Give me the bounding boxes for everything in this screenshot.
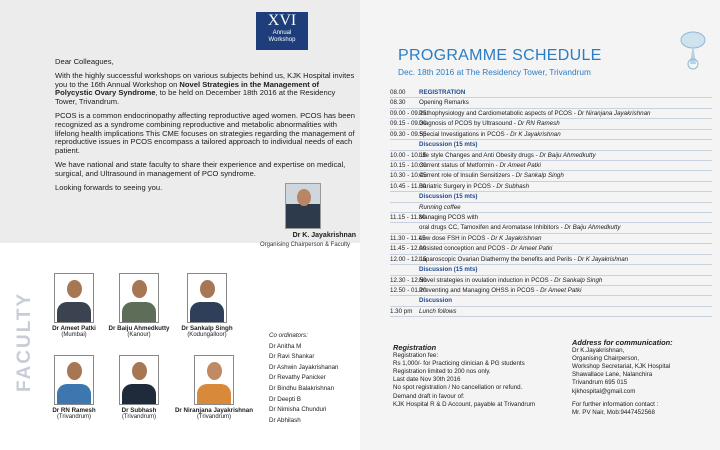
schedule-speaker: Dr RN Ramesh [517,120,560,128]
schedule-event-title: Bariatric Surgery in PCOS - [419,182,497,190]
registration-line: KJK Hospital R & D Account, payable at Trivandrum [393,400,536,408]
schedule-row [390,276,712,286]
chairperson-photo [285,183,321,229]
letter-paragraph-2: PCOS is a common endocrinopathy affecting reproductive aged women. PCOS has been recognized as a syndrome combining reproductive and metabolic abnormalities with lifelong health implications This CME focuses on strategies regarding the management of reproductive issues in PCOS encompass a tailored approach to individual needs of each patient. [55,110,355,156]
schedule-time: 12.50 - 01.10 [390,287,427,295]
schedule-event-title: Opening Remarks [419,99,469,107]
schedule-event [419,286,712,295]
schedule-event-title: Discussion (15 mts) [419,141,478,149]
faculty-name: Dr RN Ramesh [52,407,96,414]
schedule-row [390,109,712,119]
coordinator-name: Dr Deepti B [269,395,301,403]
schedule-event [419,161,712,170]
faculty-vertical-label: FACULTY [14,291,35,392]
faculty-name: Dr Niranjana Jayakrishnan [174,407,254,414]
address-title: Address for communication: [572,338,673,347]
schedule-row [390,255,712,265]
faculty-photo [194,355,234,405]
coordinator-name: Dr Ashwin Jayakrishanan [269,363,339,371]
schedule-event-title: Current role of Insulin Sensitizers - [419,172,516,180]
letter-p1-c: , to be held on December 18th 2016 at the Residency Tower, Trivandrum. [55,88,336,107]
schedule-row [390,223,712,233]
registration-line: Demand draft in favour of: [393,392,465,400]
faculty-card [172,355,256,420]
chairperson-name: Dr K. Jayakrishnan [292,232,356,239]
schedule-event [419,296,712,305]
schedule-time: 11.45 - 12.00 [390,245,427,253]
schedule-row [390,130,712,140]
schedule-event [419,265,712,274]
schedule-event-title: Low dose FSH in PCOS - [419,234,491,242]
schedule-table [390,88,712,317]
schedule-row [390,182,712,192]
faculty-name: Dr Baiju Ahmedkutty [108,325,170,332]
schedule-event-title: Managing PCOS with [419,214,479,222]
schedule-speaker: Dr Ameet Patki [540,287,582,295]
schedule-time: 09.15 - 09.30 [390,120,427,128]
schedule-event [419,119,712,128]
schedule-speaker: Dr Sankalp Singh [554,276,603,284]
address-line: Workshop Secretariat, KJK Hospital [572,363,671,371]
schedule-time: 10.15 - 10.30 [390,161,427,169]
letter-paragraph-1 [55,72,355,107]
schedule-event-title: Life style Changes and Anti Obesity drugs - [419,151,540,159]
schedule-event-title: oral drugs CC, Tamoxifen and Aromatase Inhibitors - [419,224,565,232]
schedule-time: 10.30 - 10.45 [390,172,427,180]
schedule-time: 11.30 - 11.45 [390,234,426,242]
faculty-place: (Mumbai) [61,332,87,338]
schedule-event [419,192,712,201]
schedule-event [419,276,712,285]
registration-line: Rs 1,000/- for Practicing clinician & PG students [393,360,525,368]
schedule-event-title: Novel strategies in ovulation induction in PCOS - [419,276,555,284]
registration-line: Last date Nov 30th 2016 [393,376,461,384]
coordinator-name: Dr Revathy Panicker [269,374,326,382]
schedule-event-title: Assisted conception and PCOS - [419,245,511,253]
letter-paragraph-3: We have national and state faculty to share their experience and expertise on medical, surgical, and Ultrasound in management of PCO syndrome. [55,159,346,178]
address-line: Shawallace Lane, Nalanchira [572,371,653,379]
faculty-photo [119,273,159,323]
schedule-time: 11.15 - 11.30 [390,214,426,222]
schedule-event-title: Current status of Metformin - [419,161,500,169]
schedule-speaker: Dr Sankalp Singh [515,172,564,180]
schedule-event [419,151,712,160]
schedule-speaker: Dr Subhash [496,182,530,190]
schedule-row [390,140,712,150]
badge-line1: Annual [272,30,292,36]
schedule-time: 08.30 [390,99,406,107]
address-line: Dr K.Jayakrishnan, [572,347,625,355]
badge-line2: Workshop [268,37,296,43]
schedule-row [390,119,712,129]
schedule-event-title: Special Investigations in PCOS - [419,130,511,138]
programme-date: Dec. 18th 2016 at The Residency Tower, Trivandrum [398,67,591,77]
letter-salutation: Dear Colleagues, [55,57,114,66]
coordinator-name: Dr Anitha M [269,342,302,350]
invitation-letter [55,58,355,197]
address-line: Organising Chairperson, [572,355,640,363]
schedule-time: 09.00 - 09.15 [390,109,427,117]
schedule-row [390,213,712,223]
faculty-card [104,355,174,420]
schedule-event-title: Preventing and Managing OHSS in PCOS - [419,287,541,295]
letter-paragraph-4: Looking forwards to seeing you. [55,182,163,192]
schedule-event-title: Diagnosis of PCOS by Ultrasound - [419,120,518,128]
faculty-name: Dr Ameet Patki [52,325,96,332]
schedule-time [390,140,419,149]
contact-line: For further information contact : [572,400,659,408]
schedule-event-title: Laparoscopic Ovarian Diathermy the benefits and Perils - [419,255,578,263]
chairperson-role: Organising Chairperson & Faculty [259,242,350,248]
schedule-time: 12.30 - 12.50 [390,276,427,284]
schedule-event [419,255,712,264]
schedule-time: 12.00 - 12.15 [390,255,427,263]
registration-line: Registration limited to 200 nos only. [393,368,491,376]
schedule-event [419,98,712,107]
coordinators-title: Co ordinators: [269,332,308,339]
registration-line: No spot registration / No cancellation or refund. [393,384,523,392]
address-box [572,339,717,417]
contact-line: Mr. PV Nair, Mob:9447452568 [572,408,655,416]
schedule-row [390,88,712,98]
coordinator-name: Dr Nimisha Chunduri [269,406,327,414]
faculty-place: (Kanour) [127,332,151,338]
schedule-row [390,234,712,244]
faculty-place: (Kodungalloor) [187,332,227,338]
faculty-photo [54,355,94,405]
schedule-speaker: Dr Ameet Patki [510,245,553,253]
schedule-time: 10.00 - 10.15 [390,151,427,159]
schedule-event-title: Discussion (15 mts) [419,193,478,201]
faculty-place: (Trivandrum) [196,414,232,420]
schedule-event-title: Running coffee [419,203,461,211]
hospital-logo-icon [678,30,708,70]
registration-title: Registration [393,343,437,352]
faculty-name: Dr Sankalp Singh [181,325,233,332]
schedule-speaker: Dr Baiju Ahmedkutty [564,224,621,232]
schedule-time [390,296,419,305]
schedule-event [419,213,712,222]
workshop-badge [256,12,308,50]
schedule-event-title: Pathophysiology and Cardiometabolic aspects of PCOS - [419,109,578,117]
faculty-card [39,273,109,338]
schedule-event [419,244,712,253]
coordinator-name: Dr Bindhu Balakrishnan [269,384,335,392]
schedule-time: 10.45 - 11.00 [390,182,427,190]
schedule-row [390,98,712,108]
schedule-row [390,192,712,202]
schedule-event [419,130,712,139]
faculty-photo [187,273,227,323]
schedule-speaker: Dr Ameet Patki [499,161,541,169]
letter-p1-b: Novel Strategies in the Management of Polycystic Ovary Syndrome [55,79,320,98]
schedule-event [419,182,712,191]
faculty-place: (Trivandrum) [56,414,92,420]
schedule-speaker: Dr K Jayakrishnan [510,130,561,138]
schedule-event [419,203,712,212]
schedule-event [419,109,712,118]
coordinator-name: Dr Ravi Shankar [269,353,315,361]
faculty-photo [119,355,159,405]
schedule-row [390,151,712,161]
schedule-speaker: Dr Baiju Ahmedkutty [539,151,596,159]
schedule-row [390,171,712,181]
badge-numeral: XVI [267,12,297,29]
address-email-link[interactable]: kjkhospital@gmail.com [572,387,636,395]
faculty-card [172,273,242,338]
schedule-event-title: Discussion (15 mts) [419,266,478,274]
schedule-row [390,265,712,275]
schedule-time: 08.00 [390,89,406,96]
schedule-event [419,223,712,232]
schedule-speaker: Dr K Jayakrishnan [490,234,542,242]
schedule-row [390,161,712,171]
schedule-row [390,296,712,306]
schedule-event [419,88,712,97]
schedule-time [390,192,419,201]
schedule-time [390,265,419,274]
schedule-speaker: Dr Niranjana Jayakrishnan [577,109,651,117]
schedule-event [419,171,712,180]
schedule-event-title: REGISTRATION [419,89,466,96]
faculty-card [39,355,109,420]
letter-p1-a: With the highly successful workshops on various subjects behind us, KJK Hospital invites you to the 16th Annual Workshop on [55,70,355,89]
programme-title: PROGRAMME SCHEDULE [398,47,602,64]
schedule-event [419,307,712,316]
schedule-row [390,286,712,296]
schedule-event-title: Discussion [419,297,453,305]
schedule-speaker: Dr K Jayakrishnan [577,255,629,263]
faculty-photo [54,273,94,323]
faculty-card [104,273,174,338]
schedule-row [390,307,712,317]
registration-box [393,344,563,409]
registration-line: Registration fee: [393,352,439,360]
schedule-row [390,203,712,213]
schedule-time: 1.30 pm [390,307,413,315]
coordinators-list [269,331,338,426]
coordinator-name: Dr Abhilash [269,416,301,424]
schedule-row [390,244,712,254]
address-line: Trivandrum 695 015 [572,379,628,387]
schedule-time [390,203,419,212]
schedule-time [390,223,419,232]
schedule-event-title: Lunch follows [419,307,457,315]
faculty-place: (Trivandrum) [121,414,157,420]
schedule-time: 09.30 - 09.55 [390,130,427,138]
schedule-event [419,140,712,149]
schedule-event [419,234,712,243]
faculty-name: Dr Subhash [121,407,157,414]
